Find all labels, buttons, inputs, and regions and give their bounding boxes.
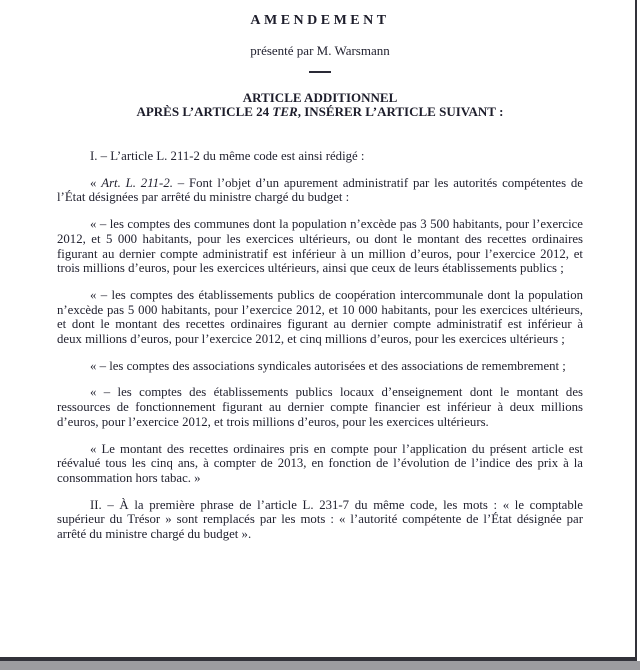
article-heading-line2 xyxy=(57,105,583,119)
paragraph-open-quote: « xyxy=(90,175,102,190)
paragraph-text-segment: – Font l’objet d’un apurement administratif par les autorités compétentes de l’État désignées par arrêté du ministre chargé du budget : xyxy=(57,175,583,205)
paragraph-article-ref-italic: Art. L. 211-2. xyxy=(101,175,173,190)
heading-line2-italic-ter: TER xyxy=(272,104,298,119)
separator-dash xyxy=(309,71,331,73)
paragraph-roman-ii: II. – À la première phrase de l’article L. 231-7 du même code, les mots : « le comptable supérieur du Trésor » sont remplacés par les mots : « l’autorité compétente de l’État désignée par arrêté du ministre chargé du budget ». xyxy=(57,497,583,542)
page-outside-shadow xyxy=(0,661,640,670)
paragraph-art-l-211-2 xyxy=(57,176,583,205)
paragraph-roman-i: I. – L’article L. 211-2 du même code est ainsi rédigé : xyxy=(90,149,365,163)
article-heading xyxy=(57,91,583,119)
paragraph-etablissements-cooperation: « – les comptes des établissements publics de coopération intercommunale dont la population n’excède pas 5 000 habitants, pour l’exercice 2012, et 10 000 habitants, pour les exercices ultérieurs, et dont le montant des recettes ordinaires figurant au dernier compte administratif est inférieur à deux millions d’euros, pour l’exercice 2012, et cinq millions d’euros, pour les exercices ultérieurs ; xyxy=(57,287,583,347)
page-right-edge xyxy=(635,0,637,659)
presented-by: présenté par M. Warsmann xyxy=(250,43,390,58)
heading-line2-suffix: , INSÉRER L’ARTICLE SUIVANT : xyxy=(297,104,504,119)
paragraph-montant-recettes: « Le montant des recettes ordinaires pris en compte pour l’application du présent article est réévalué tous les cinq ans, à compter de 2013, en fonction de l’évolution de l’indice des prix à la consommation hors tabac. » xyxy=(57,441,583,485)
paragraph-etablissements-enseignement: « – les comptes des établissements publics locaux d’enseignement dont le montant des ressources de fonctionnement figurant au dernier compte financier est inférieur à deux millions d’euros, pour l’exercice 2012, et trois millions d’euros, pour les exercices ultérieurs. xyxy=(57,385,583,429)
paragraph-associations-syndicales: « – les comptes des associations syndicales autorisées et des associations de remembrement ; xyxy=(90,358,566,373)
amendment-body xyxy=(57,149,583,542)
heading-line2-prefix: APRÈS L’ARTICLE 24 xyxy=(136,104,273,119)
document-title: AMENDEMENT xyxy=(250,13,390,28)
article-heading-line1: ARTICLE ADDITIONNEL xyxy=(242,90,398,105)
paragraph-communes: « – les comptes des communes dont la population n’excède pas 3 500 habitants, pour l’exercice 2012, et 5 000 habitants, pour les exercices ultérieurs, ou dont le montant des recettes ordinaires figurant au dernier compte administratif est inférieur à un million d’euros, pour l’exercice 2012, et trois millions d’euros, pour les exercices ultérieurs, ainsi que ceux de leurs établissements publics ; xyxy=(57,217,583,276)
